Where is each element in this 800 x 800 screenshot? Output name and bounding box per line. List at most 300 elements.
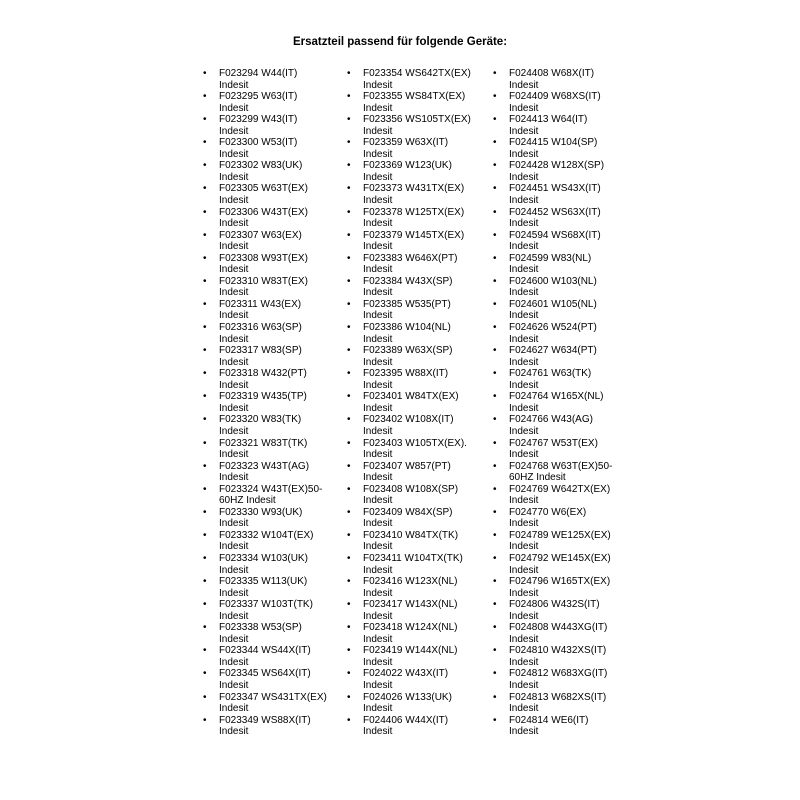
device-model-line: F024627 W634(PT) [509, 345, 597, 357]
device-model-line: F023389 W63X(SP) [363, 345, 453, 357]
bullet-icon: • [347, 714, 351, 726]
bullet-icon: • [347, 622, 351, 634]
device-model-line: F023402 W108X(IT) [363, 414, 454, 426]
bullet-icon: • [493, 137, 497, 149]
device-brand-line: Indesit [363, 333, 393, 345]
device-model-line: F023403 W105TX(EX). [363, 437, 467, 449]
device-list-column-2 [347, 68, 471, 738]
device-list-item [347, 275, 471, 299]
bullet-icon: • [493, 414, 497, 426]
device-brand-line: Indesit [509, 241, 539, 253]
bullet-icon: • [203, 460, 207, 472]
device-model-line: F023408 W108X(SP) [363, 483, 459, 495]
bullet-icon: • [347, 437, 351, 449]
device-model-line: F023378 W125TX(EX) [363, 206, 465, 218]
bullet-icon: • [493, 506, 497, 518]
bullet-icon: • [203, 298, 207, 310]
bullet-icon: • [347, 576, 351, 588]
device-model-line: F023324 W43T(EX)50- [219, 483, 323, 495]
bullet-icon: • [347, 275, 351, 287]
device-list-item [347, 137, 471, 160]
device-brand-line: Indesit [509, 264, 539, 276]
device-list-item [347, 414, 471, 437]
device-model-line: F023345 WS64X(IT) [219, 668, 311, 680]
device-model-line: F024601 W105(NL) [509, 298, 597, 310]
device-model-line: F023337 W103T(TK) [219, 599, 313, 611]
bullet-icon: • [493, 252, 497, 264]
device-brand-line: Indesit [219, 472, 249, 484]
bullet-icon: • [493, 645, 497, 657]
bullet-icon: • [203, 483, 207, 495]
device-list-item [347, 322, 471, 345]
device-model-line: F023316 W63(SP) [219, 322, 302, 334]
bullet-icon: • [347, 298, 351, 310]
device-brand-line: Indesit [219, 195, 249, 207]
device-model-line: F023401 W84TX(EX) [363, 391, 459, 403]
device-list-item [493, 160, 612, 183]
device-list-item [203, 714, 327, 738]
device-list-item [203, 645, 327, 668]
device-model-line: F024599 W83(NL) [509, 252, 592, 264]
device-model-line: F023395 W88X(IT) [363, 368, 449, 380]
device-model-line: F024413 W64(IT) [509, 114, 588, 126]
device-model-line: F024770 W6(EX) [509, 506, 587, 518]
device-model-line: F024806 W432S(IT) [509, 599, 600, 611]
device-model-line: F024626 W524(PT) [509, 322, 597, 334]
device-list-item [493, 414, 612, 437]
device-list-item [347, 714, 471, 738]
device-list-item [347, 668, 471, 691]
bullet-icon: • [347, 668, 351, 680]
device-list-item [493, 298, 612, 322]
bullet-icon: • [203, 160, 207, 172]
device-list-item [347, 391, 471, 414]
bullet-icon: • [493, 668, 497, 680]
device-model-line: F023319 W435(TP) [219, 391, 307, 403]
device-list-item [347, 183, 471, 207]
device-brand-line: Indesit [219, 287, 249, 299]
device-brand-line: Indesit [219, 425, 249, 437]
bullet-icon: • [347, 114, 351, 126]
device-model-line: F024451 WS43X(IT) [509, 183, 601, 195]
bullet-icon: • [203, 691, 207, 703]
device-brand-line: Indesit [363, 564, 393, 576]
device-brand-line: Indesit [363, 726, 393, 738]
bullet-icon: • [493, 552, 497, 564]
device-model-line: F023344 WS44X(IT) [219, 645, 311, 657]
device-model-line: F023354 WS642TX(EX) [363, 68, 471, 79]
device-list-item [347, 645, 471, 668]
device-list-item [203, 529, 327, 553]
device-model-line: F023386 W104(NL) [363, 322, 451, 334]
device-brand-line: Indesit [219, 679, 249, 691]
device-brand-line: Indesit [219, 218, 249, 230]
device-list-item [347, 252, 471, 276]
device-model-line: F024814 WE6(IT) [509, 714, 589, 726]
device-brand-line: Indesit [363, 518, 393, 530]
bullet-icon: • [347, 414, 351, 426]
device-list-item [493, 576, 612, 599]
bullet-icon: • [347, 391, 351, 403]
device-model-line: F023295 W63(IT) [219, 91, 298, 103]
device-brand-line: Indesit [509, 656, 539, 668]
device-model-line: F023416 W123X(NL) [363, 576, 458, 588]
device-list-item [493, 714, 612, 738]
device-list-column-1 [203, 68, 327, 738]
device-brand-line: Indesit [509, 379, 539, 391]
bullet-icon: • [203, 622, 207, 634]
device-list-item [347, 622, 471, 645]
device-list-item [203, 252, 327, 276]
device-model-line: F023323 W43T(AG) [219, 460, 310, 472]
device-model-line: F023302 W83(UK) [219, 160, 303, 172]
device-brand-line: Indesit [509, 587, 539, 599]
device-brand-line: Indesit [509, 495, 539, 507]
device-model-line: F024406 W44X(IT) [363, 714, 449, 726]
device-model-line: F024600 W103(NL) [509, 275, 597, 287]
device-model-line: F023410 W84TX(TK) [363, 529, 459, 541]
device-brand-line: Indesit [363, 379, 393, 391]
bullet-icon: • [203, 114, 207, 126]
device-brand-line: Indesit [219, 379, 249, 391]
device-brand-line: Indesit [509, 564, 539, 576]
device-list-item [203, 414, 327, 437]
device-list-item [493, 437, 612, 461]
device-list-item [203, 576, 327, 599]
device-model-line: F023308 W93T(EX) [219, 252, 308, 264]
device-model-line: F023384 W43X(SP) [363, 275, 453, 287]
device-brand-line: Indesit [509, 703, 539, 715]
bullet-icon: • [493, 483, 497, 495]
device-model-line: F024810 W432XS(IT) [509, 645, 607, 657]
device-list-item [203, 552, 327, 576]
device-brand-line: Indesit [363, 102, 393, 114]
device-list-item [203, 668, 327, 691]
device-brand-line: Indesit [509, 726, 539, 738]
device-list-item [203, 183, 327, 207]
bullet-icon: • [203, 645, 207, 657]
device-list-item [203, 229, 327, 253]
device-list-item [493, 206, 612, 230]
device-brand-line: Indesit [363, 195, 393, 207]
device-list-item [203, 160, 327, 183]
bullet-icon: • [347, 137, 351, 149]
bullet-icon: • [203, 437, 207, 449]
bullet-icon: • [493, 622, 497, 634]
device-model-line: F023417 W143X(NL) [363, 599, 458, 611]
device-brand-line: Indesit [509, 79, 539, 91]
device-model-line: F023349 WS88X(IT) [219, 714, 311, 726]
device-list-item [493, 552, 612, 576]
bullet-icon: • [203, 668, 207, 680]
bullet-icon: • [347, 183, 351, 195]
bullet-icon: • [203, 576, 207, 588]
device-list-item [203, 68, 327, 91]
device-brand-line: Indesit [509, 402, 539, 414]
device-brand-line: Indesit [219, 610, 249, 622]
device-brand-line: Indesit [509, 148, 539, 160]
device-list-item [493, 506, 612, 530]
device-model-line: F024792 WE145X(EX) [509, 552, 611, 564]
device-brand-line: 60HZ Indesit [509, 472, 566, 484]
device-list-item [347, 345, 471, 368]
device-brand-line: Indesit [219, 656, 249, 668]
device-model-line: F023311 W43(EX) [219, 298, 302, 310]
bullet-icon: • [203, 229, 207, 241]
device-brand-line: Indesit [219, 587, 249, 599]
document-title: Ersatzteil passend für folgende Geräte: [292, 36, 508, 48]
device-model-line: F024452 WS63X(IT) [509, 206, 601, 218]
device-model-line: F023359 W63X(IT) [363, 137, 449, 149]
device-list-item [203, 391, 327, 414]
device-list-item [203, 460, 327, 484]
bullet-icon: • [347, 345, 351, 357]
bullet-icon: • [493, 599, 497, 611]
device-model-line: F024768 W63T(EX)50- [509, 460, 613, 472]
bullet-icon: • [493, 322, 497, 334]
device-model-line: F024761 W63(TK) [509, 368, 592, 380]
device-list-item [203, 91, 327, 114]
device-model-line: F023347 WS431TX(EX) [219, 691, 327, 703]
device-list-item [347, 576, 471, 599]
device-model-line: F023411 W104TX(TK) [363, 552, 463, 564]
device-brand-line: Indesit [363, 679, 393, 691]
device-model-line: F023305 W63T(EX) [219, 183, 308, 195]
bullet-icon: • [347, 160, 351, 172]
device-brand-line: Indesit [509, 449, 539, 461]
device-list-item [347, 114, 471, 137]
bullet-icon: • [493, 183, 497, 195]
device-brand-line: Indesit [219, 402, 249, 414]
device-brand-line: Indesit [509, 310, 539, 322]
device-list-item [493, 322, 612, 345]
device-model-line: F023294 W44(IT) [219, 68, 298, 79]
device-brand-line: Indesit [219, 564, 249, 576]
device-list-item [347, 529, 471, 553]
device-list-item [203, 114, 327, 137]
device-brand-line: Indesit [509, 633, 539, 645]
bullet-icon: • [203, 206, 207, 218]
device-list-item [493, 668, 612, 691]
bullet-icon: • [203, 391, 207, 403]
device-list-item [347, 229, 471, 253]
device-model-line: F024769 W642TX(EX) [509, 483, 611, 495]
bullet-icon: • [347, 68, 351, 79]
device-list-item [493, 460, 613, 484]
device-list-item [347, 552, 471, 576]
device-list-item [347, 206, 471, 230]
device-model-line: F024409 W68XS(IT) [509, 91, 601, 103]
device-brand-line: Indesit [219, 310, 249, 322]
device-brand-line: 60HZ Indesit [219, 495, 276, 507]
device-model-line: F023332 W104T(EX) [219, 529, 314, 541]
device-list-item [347, 91, 471, 114]
device-model-line: F024796 W165TX(EX) [509, 576, 611, 588]
device-list-item [493, 483, 612, 507]
device-brand-line: Indesit [363, 218, 393, 230]
device-model-line: F024766 W43(AG) [509, 414, 593, 426]
bullet-icon: • [347, 552, 351, 564]
device-brand-line: Indesit [509, 102, 539, 114]
device-brand-line: Indesit [363, 79, 393, 91]
device-brand-line: Indesit [219, 79, 249, 91]
device-brand-line: Indesit [363, 287, 393, 299]
device-model-line: F023409 W84X(SP) [363, 506, 453, 518]
bullet-icon: • [203, 368, 207, 380]
bullet-icon: • [203, 345, 207, 357]
device-brand-line: Indesit [509, 679, 539, 691]
device-model-line: F023379 W145TX(EX) [363, 229, 465, 241]
device-model-line: F024408 W68X(IT) [509, 68, 595, 79]
bullet-icon: • [493, 437, 497, 449]
device-list-item [347, 368, 471, 391]
device-list-item [493, 691, 612, 715]
device-brand-line: Indesit [219, 356, 249, 368]
device-list-item [493, 368, 612, 391]
bullet-icon: • [493, 391, 497, 403]
device-brand-line: Indesit [219, 703, 249, 715]
device-list-item [203, 368, 327, 391]
bullet-icon: • [347, 229, 351, 241]
device-model-line: F023300 W53(IT) [219, 137, 298, 149]
device-model-line: F023338 W53(SP) [219, 622, 302, 634]
device-model-line: F024808 W443XG(IT) [509, 622, 608, 634]
device-list-item [347, 691, 471, 715]
device-brand-line: Indesit [219, 148, 249, 160]
device-list-item [347, 460, 471, 484]
device-model-line: F023418 W124X(NL) [363, 622, 458, 634]
bullet-icon: • [203, 68, 207, 79]
device-brand-line: Indesit [219, 541, 249, 553]
bullet-icon: • [203, 414, 207, 426]
bullet-icon: • [347, 529, 351, 541]
bullet-icon: • [493, 345, 497, 357]
device-list-item [493, 114, 612, 137]
device-brand-line: Indesit [509, 425, 539, 437]
bullet-icon: • [493, 368, 497, 380]
device-model-line: F023317 W83(SP) [219, 345, 302, 357]
device-list-item [493, 229, 612, 253]
bullet-icon: • [203, 506, 207, 518]
device-model-line: F023373 W431TX(EX) [363, 183, 465, 195]
device-brand-line: Indesit [509, 287, 539, 299]
device-list-item [347, 160, 471, 183]
device-brand-line: Indesit [219, 241, 249, 253]
device-brand-line: Indesit [509, 333, 539, 345]
device-brand-line: Indesit [509, 125, 539, 137]
device-brand-line: Indesit [363, 541, 393, 553]
device-list-item [493, 345, 612, 368]
bullet-icon: • [347, 506, 351, 518]
device-model-line: F023321 W83T(TK) [219, 437, 308, 449]
bullet-icon: • [203, 252, 207, 264]
device-brand-line: Indesit [363, 310, 393, 322]
device-model-line: F024767 W53T(EX) [509, 437, 598, 449]
bullet-icon: • [347, 206, 351, 218]
device-model-line: F023419 W144X(NL) [363, 645, 458, 657]
device-brand-line: Indesit [363, 402, 393, 414]
device-list-item [347, 599, 471, 622]
device-list-item [203, 483, 327, 507]
bullet-icon: • [493, 298, 497, 310]
device-list-item [203, 506, 327, 530]
bullet-icon: • [203, 183, 207, 195]
bullet-icon: • [493, 114, 497, 126]
device-model-line: F023385 W535(PT) [363, 298, 451, 310]
device-brand-line: Indesit [509, 195, 539, 207]
device-list-item [203, 691, 327, 715]
bullet-icon: • [493, 229, 497, 241]
device-model-line: F023407 W857(PT) [363, 460, 451, 472]
device-model-line: F023369 W123(UK) [363, 160, 452, 172]
device-list-item [493, 68, 612, 91]
device-brand-line: Indesit [363, 148, 393, 160]
device-list-item [493, 391, 612, 414]
device-brand-line: Indesit [219, 125, 249, 137]
bullet-icon: • [493, 691, 497, 703]
device-model-line: F024764 W165X(NL) [509, 391, 604, 403]
bullet-icon: • [203, 275, 207, 287]
bullet-icon: • [347, 483, 351, 495]
device-list-item [203, 298, 327, 322]
device-list-item [493, 622, 612, 645]
device-model-line: F023334 W103(UK) [219, 552, 308, 564]
device-list-item [493, 529, 612, 553]
device-model-line: F024415 W104(SP) [509, 137, 598, 149]
bullet-icon: • [203, 529, 207, 541]
device-model-line: F024594 WS68X(IT) [509, 229, 601, 241]
bullet-icon: • [493, 275, 497, 287]
device-list-item [493, 275, 612, 299]
device-list-item [493, 599, 612, 622]
bullet-icon: • [347, 645, 351, 657]
device-brand-line: Indesit [363, 241, 393, 253]
device-brand-line: Indesit [509, 171, 539, 183]
bullet-icon: • [493, 714, 497, 726]
device-list-item [347, 298, 471, 322]
device-brand-line: Indesit [509, 356, 539, 368]
bullet-icon: • [203, 599, 207, 611]
device-brand-line: Indesit [509, 518, 539, 530]
device-model-line: F024026 W133(UK) [363, 691, 452, 703]
bullet-icon: • [493, 576, 497, 588]
device-brand-line: Indesit [363, 495, 393, 507]
device-list-item [203, 206, 327, 230]
bullet-icon: • [493, 206, 497, 218]
device-model-line: F023335 W113(UK) [219, 576, 308, 588]
bullet-icon: • [203, 552, 207, 564]
bullet-icon: • [203, 714, 207, 726]
device-list-item [203, 137, 327, 160]
device-brand-line: Indesit [363, 633, 393, 645]
device-list-item [493, 91, 612, 114]
device-list-item [347, 437, 471, 461]
bullet-icon: • [493, 529, 497, 541]
device-brand-line: Indesit [363, 610, 393, 622]
device-list-column-3 [493, 68, 613, 738]
device-brand-line: Indesit [363, 587, 393, 599]
device-list-item [203, 622, 327, 645]
device-brand-line: Indesit [219, 633, 249, 645]
device-brand-line: Indesit [363, 171, 393, 183]
device-list-item [493, 645, 612, 668]
device-model-line: F023299 W43(IT) [219, 114, 298, 126]
device-model-line: F024789 WE125X(EX) [509, 529, 611, 541]
device-model-line: F023306 W43T(EX) [219, 206, 308, 218]
device-model-line: F023320 W83(TK) [219, 414, 302, 426]
device-model-line: F023310 W83T(EX) [219, 275, 308, 287]
device-model-line: F023318 W432(PT) [219, 368, 307, 380]
